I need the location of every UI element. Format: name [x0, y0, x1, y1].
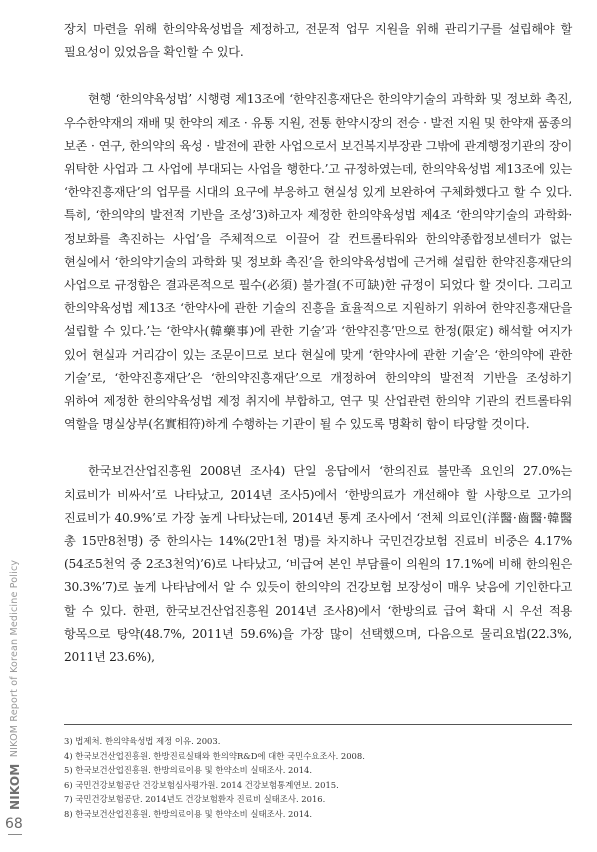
body-text [64, 18, 572, 669]
footnote: 4) 한국보건산업진흥원. 한방진료실태와 한의약R&D에 대한 국민수요조사. 2008. [64, 750, 365, 761]
footnote: 5) 한국보건산업진흥원. 한방의료이용 및 한약소비 실태조사. 2014. [64, 765, 313, 776]
paragraph: 현행 ‘한의약육성법’ 시행령 제13조에 ‘한약진흥재단은 한의약기술의 과학화 및 정보화 촉진, 우수한약재의 재배 및 한약의 제조 · 유통 지원, 전통 한약시장의 전승 · 발전 지원 및 한약재 품종의 보존 · 연구, 한의약의 육성 · 발전에 관한 사업으로서 보건복지부장관 그밖에 관계행정기관의 장이 위탁한 사업과 그 사업에 부대되는 사업을 행한다.’고 규정하였는데, 한의약육성법 제13조에 있는 ‘한약진흥재단’의 업무를 시대의 요구에 부응하고 현실성 있게 보완하여 구체화했다고 할 수 있다. 특히, ‘한의약의 발전적 기반을 조성’3)하고자 제정한 한의약육성법 제4조 ‘한의약기술의 과학화·정보화를 촉진하는 사업’을 주체적으로 이끌어 갈 컨트롤타워와 한의약종합정보센터가 없는 현실에서 ‘한의약기술의 과학화 및 정보화 촉진’을 한의약육성법에 근거해 설립한 한약진흥재단의 사업으로 규정함은 결과론적으로 필수(必須) 불가결(不可缺)한 규정이 되었다 할 것이다. 그리고 한의약육성법 제13조 ‘한약사에 관한 기술의 진흥을 효율적으로 지원하기 위하여 한약진흥재단을 설립할 수 있다.’는 ‘한약사(韓藥事)에 관한 기술’과 ‘한약진흥’만으로 한정(限定) 해석할 여지가 있어 현실과 거리감이 있는 조문이므로 보다 현실에 맞게 ‘한약사에 관한 기술’은 ‘한의약에 관한 기술’로, ‘한약진흥재단’은 ‘한의약진흥재단’으로 개정하여 한의약의 발전적 기반을 조성하기 위하여 제정한 한의약육성법 제정 취지에 부합하고, 연구 및 산업관련 한의약 기관의 컨트롤타워 역할을 명실상부(名實相符)하게 수행하는 기관이 될 수 있도록 명확히 함이 타당할 것이다. [64, 92, 572, 432]
page-number: 68 [5, 816, 23, 832]
running-title [3, 530, 27, 810]
paragraph-gap [64, 64, 572, 88]
footnote-divider [64, 724, 572, 725]
side-band [0, 0, 30, 852]
paragraph-gap [64, 436, 572, 460]
paragraph: 장치 마련을 위해 한의약육성법을 제정하고, 전문적 업무 지원을 위해 관리기구를 설립해야 할 필요성이 있었음을 확인할 수 있다. [64, 22, 572, 60]
footnote: 6) 국민건강보험공단 건강보험심사평가원. 2014 건강보험통계연보. 2015. [64, 779, 339, 790]
footnote: 7) 국민건강보험공단. 2014년도 건강보험환자 진료비 실태조사. 2016. [64, 794, 326, 805]
report-subtitle: NIKOM Report of Korean Medicine Policy [9, 559, 20, 758]
page-number-underline [8, 834, 22, 835]
footnote: 3) 법제처. 한의약육성법 제정 이유. 2003. [64, 736, 221, 746]
paragraph: 한국보건산업진흥원 2008년 조사4) 단일 응답에서 ‘한의진료 불만족 요인의 27.0%는 치료비가 비싸서’로 나타났고, 2014년 조사5)에서 ‘한방의료가 개선해야 할 사항으로 고가의 진료비가 40.9%’로 가장 높게 나타났는데, 2014년 통계 조사에서 ‘전체 의료인(洋醫·齒醫·韓醫 총 15만8천명) 중 한의사는 14%(2만1천 명)를 차지하나 국민건강보험 진료비 비중은 4.17%(54조5천억 중 2조3천억)’6)로 나타났고, ‘비급여 본인 부담률이 의원의 17.1%에 비해 한의원은 30.3%’7)로 높게 나타남에서 알 수 있듯이 한의약의 건강보험 보장성이 매우 낮음에 기인한다고 할 수 있다. 한편, 한국보건산업진흥원 2014년 조사8)에서 ‘한방의료 급여 확대 시 우선 적용 항목으로 탕약(48.7%, 2011년 59.6%)을 가장 많이 선택했으며, 다음으로 물리요법(22.3%, 2011년 23.6%), [64, 464, 572, 665]
footnote: 8) 한국보건산업진흥원. 한방의료이용 및 한약소비 실태조사. 2014. [64, 808, 313, 819]
brand-label: NIKOM [8, 763, 22, 810]
footnote-list [64, 734, 572, 822]
